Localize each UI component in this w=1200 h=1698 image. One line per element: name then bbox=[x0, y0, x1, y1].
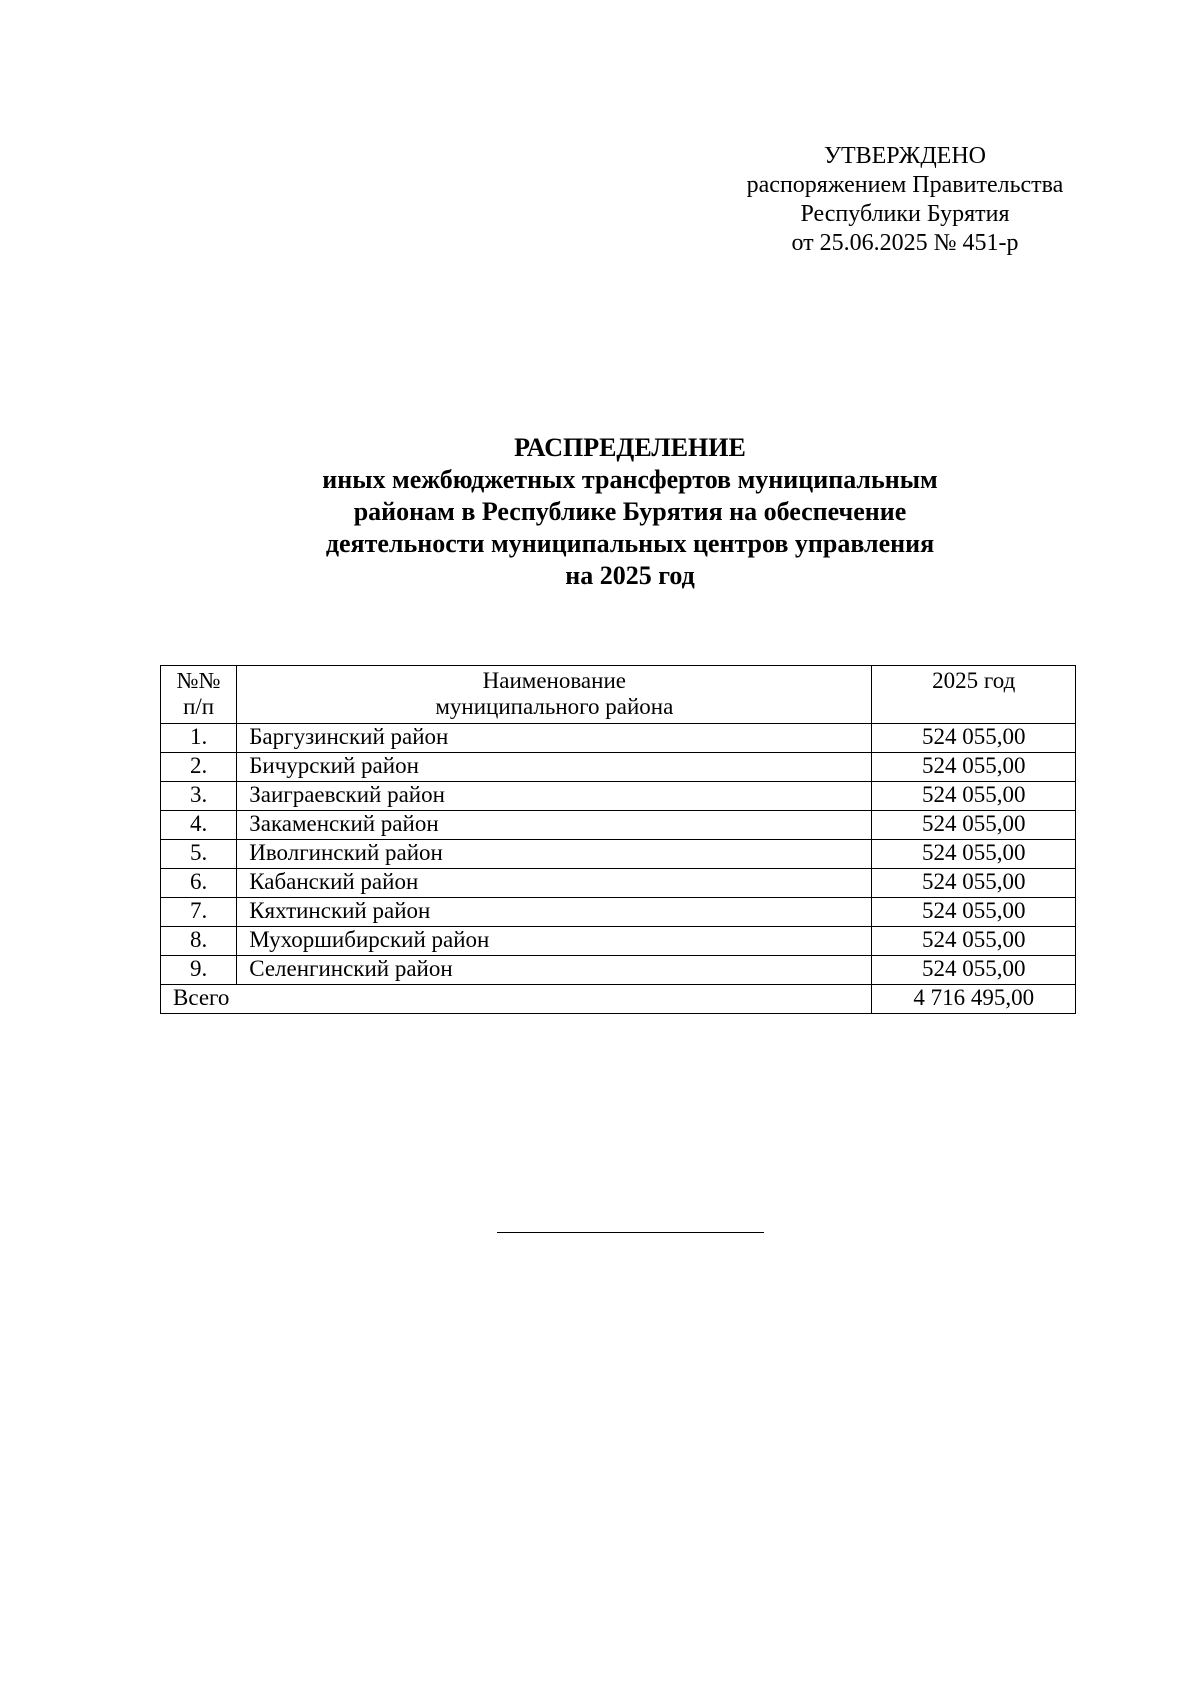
row-district-name: Селенгинский район bbox=[237, 956, 872, 985]
document-title bbox=[160, 432, 1100, 592]
row-amount: 524 055,00 bbox=[872, 927, 1076, 956]
table-row bbox=[161, 869, 1076, 898]
header-number-line: №№ bbox=[176, 668, 221, 693]
header-number-line: п/п bbox=[183, 694, 215, 719]
row-number: 1. bbox=[161, 724, 237, 753]
table-total-row bbox=[161, 985, 1076, 1014]
row-district-name: Закаменский район bbox=[237, 811, 872, 840]
row-district-name: Иволгинский район bbox=[237, 840, 872, 869]
table-row bbox=[161, 811, 1076, 840]
table-header-row bbox=[161, 666, 1076, 724]
header-name-cell bbox=[237, 666, 872, 724]
table-row bbox=[161, 840, 1076, 869]
total-label: Всего bbox=[161, 985, 872, 1014]
table-row bbox=[161, 956, 1076, 985]
row-number: 3. bbox=[161, 782, 237, 811]
row-number: 4. bbox=[161, 811, 237, 840]
title-line: на 2025 год bbox=[565, 561, 695, 590]
header-name-line: Наименование bbox=[482, 668, 626, 693]
row-number: 2. bbox=[161, 753, 237, 782]
header-name-line: муниципального района bbox=[435, 694, 674, 719]
table-row bbox=[161, 927, 1076, 956]
row-number: 6. bbox=[161, 869, 237, 898]
table-row bbox=[161, 898, 1076, 927]
row-district-name: Заиграевский район bbox=[237, 782, 872, 811]
row-amount: 524 055,00 bbox=[872, 811, 1076, 840]
table-row bbox=[161, 782, 1076, 811]
row-number: 9. bbox=[161, 956, 237, 985]
row-amount: 524 055,00 bbox=[872, 956, 1076, 985]
row-district-name: Кабанский район bbox=[237, 869, 872, 898]
table-row bbox=[161, 753, 1076, 782]
row-amount: 524 055,00 bbox=[872, 840, 1076, 869]
approval-heading: УТВЕРЖДЕНО bbox=[823, 143, 987, 169]
header-year-cell: 2025 год bbox=[872, 666, 1076, 724]
row-amount: 524 055,00 bbox=[872, 898, 1076, 927]
row-district-name: Бичурский район bbox=[237, 753, 872, 782]
title-line: иных межбюджетных трансфертов муниципальным bbox=[322, 465, 938, 494]
table-row bbox=[161, 724, 1076, 753]
header-number-cell bbox=[161, 666, 237, 724]
title-line: деятельности муниципальных центров управления bbox=[325, 529, 935, 558]
total-amount: 4 716 495,00 bbox=[872, 985, 1076, 1014]
title-line: районам в Республике Бурятия на обеспечение bbox=[353, 497, 907, 526]
approval-date-number: от 25.06.2025 № 451-р bbox=[791, 230, 1019, 256]
row-number: 7. bbox=[161, 898, 237, 927]
approval-line: распоряжением Правительства bbox=[746, 172, 1064, 198]
row-district-name: Баргузинский район bbox=[237, 724, 872, 753]
title-line: РАСПРЕДЕЛЕНИЕ bbox=[514, 433, 746, 462]
row-number: 8. bbox=[161, 927, 237, 956]
row-amount: 524 055,00 bbox=[872, 753, 1076, 782]
approval-stamp bbox=[735, 142, 1075, 258]
row-amount: 524 055,00 bbox=[872, 869, 1076, 898]
closing-separator-line bbox=[497, 1232, 764, 1233]
row-number: 5. bbox=[161, 840, 237, 869]
row-amount: 524 055,00 bbox=[872, 782, 1076, 811]
row-amount: 524 055,00 bbox=[872, 724, 1076, 753]
row-district-name: Кяхтинский район bbox=[237, 898, 872, 927]
distribution-table bbox=[160, 665, 1076, 1014]
row-district-name: Мухоршибирский район bbox=[237, 927, 872, 956]
approval-line: Республики Бурятия bbox=[800, 201, 1010, 227]
